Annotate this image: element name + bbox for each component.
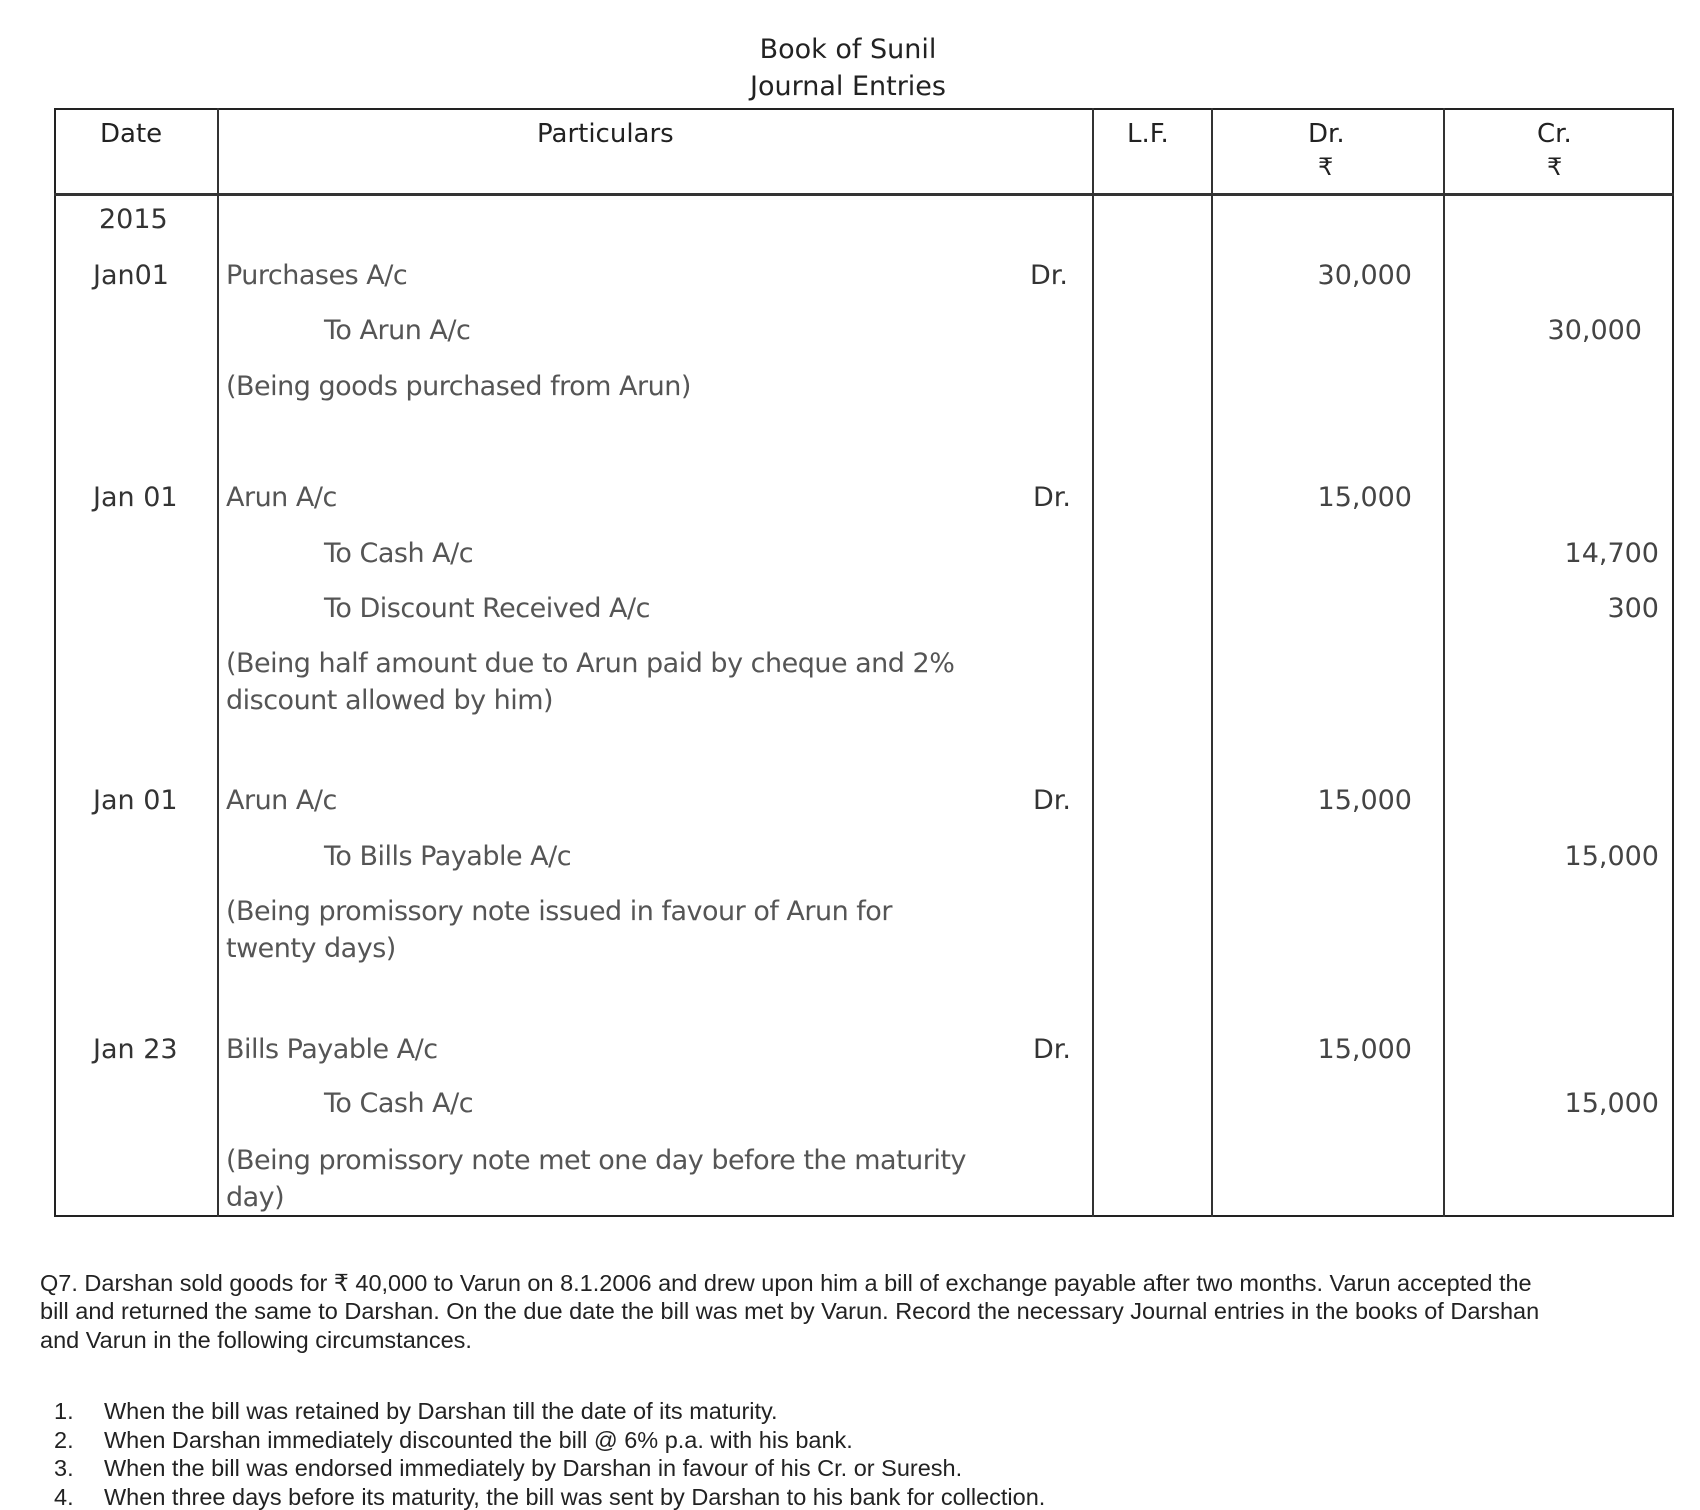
debit-account: Bills Payable A/c bbox=[226, 1034, 438, 1065]
book-title: Book of Sunil bbox=[759, 34, 937, 65]
header-particulars: Particulars bbox=[537, 119, 674, 149]
dr-marker: Dr. bbox=[1033, 1034, 1071, 1065]
credit-account: To Bills Payable A/c bbox=[324, 841, 572, 872]
question-text: and Varun in the following circumstances. bbox=[40, 1327, 472, 1353]
narration: twenty days) bbox=[226, 933, 396, 964]
credit-account: To Cash A/c bbox=[324, 1088, 474, 1119]
column-divider bbox=[217, 108, 219, 1217]
entry-date: Jan 01 bbox=[93, 482, 178, 513]
narration: (Being promissory note met one day before the maturity bbox=[226, 1145, 966, 1176]
list-item: When three days before its maturity, the bill was sent by Darshan to his bank for collection. bbox=[104, 1484, 1046, 1510]
narration: discount allowed by him) bbox=[226, 685, 554, 716]
debit-account: Purchases A/c bbox=[226, 260, 408, 291]
rupee-icon: ₹ bbox=[1318, 153, 1334, 181]
list-item: When Darshan immediately discounted the bill @ 6% p.a. with his bank. bbox=[104, 1427, 853, 1453]
question-text: Q7. Darshan sold goods for ₹ 40,000 to Varun on 8.1.2006 and drew upon him a bill of exchange payable after two months. Varun accepted the bbox=[40, 1270, 1532, 1296]
list-item: When the bill was retained by Darshan till the date of its maturity. bbox=[104, 1398, 778, 1424]
list-item: When the bill was endorsed immediately by Darshan in favour of his Cr. or Suresh. bbox=[104, 1455, 963, 1481]
cr-amount: 15,000 bbox=[1564, 841, 1659, 872]
list-number: 2. bbox=[54, 1427, 74, 1453]
narration: (Being promissory note issued in favour of Arun for bbox=[226, 896, 892, 927]
cr-amount: 14,700 bbox=[1564, 538, 1659, 569]
cr-amount: 300 bbox=[1607, 593, 1659, 624]
narration: day) bbox=[226, 1182, 285, 1213]
header-cr: Cr. bbox=[1537, 119, 1572, 149]
list-number: 3. bbox=[54, 1455, 74, 1481]
year-label: 2015 bbox=[99, 204, 168, 235]
entry-date: Jan 23 bbox=[93, 1034, 178, 1065]
header-divider bbox=[54, 193, 1674, 196]
dr-marker: Dr. bbox=[1030, 260, 1068, 291]
cr-amount: 30,000 bbox=[1547, 315, 1642, 346]
cr-amount: 15,000 bbox=[1564, 1088, 1659, 1119]
dr-amount: 15,000 bbox=[1317, 1034, 1412, 1065]
journal-subtitle: Journal Entries bbox=[749, 71, 946, 102]
column-divider bbox=[1443, 108, 1445, 1217]
debit-account: Arun A/c bbox=[226, 785, 337, 816]
entry-date: Jan01 bbox=[93, 260, 169, 291]
dr-marker: Dr. bbox=[1033, 785, 1071, 816]
dr-amount: 15,000 bbox=[1317, 785, 1412, 816]
rupee-icon: ₹ bbox=[1547, 153, 1563, 181]
credit-account: To Cash A/c bbox=[324, 538, 474, 569]
credit-account: To Arun A/c bbox=[324, 315, 471, 346]
credit-account: To Discount Received A/c bbox=[324, 593, 650, 624]
column-divider bbox=[1211, 108, 1213, 1217]
narration: (Being half amount due to Arun paid by cheque and 2% bbox=[226, 648, 955, 679]
dr-amount: 30,000 bbox=[1317, 260, 1412, 291]
header-lf: L.F. bbox=[1127, 119, 1169, 149]
question-text: bill and returned the same to Darshan. On the due date the bill was met by Varun. Record the necessary Journal entries in the books of Darshan bbox=[40, 1298, 1540, 1324]
list-number: 1. bbox=[54, 1398, 74, 1424]
dr-marker: Dr. bbox=[1033, 482, 1071, 513]
entry-date: Jan 01 bbox=[93, 785, 178, 816]
list-number: 4. bbox=[54, 1484, 74, 1510]
column-divider bbox=[1092, 108, 1094, 1217]
debit-account: Arun A/c bbox=[226, 482, 337, 513]
narration: (Being goods purchased from Arun) bbox=[226, 371, 691, 402]
header-date: Date bbox=[100, 119, 163, 149]
dr-amount: 15,000 bbox=[1317, 482, 1412, 513]
header-dr: Dr. bbox=[1308, 119, 1345, 149]
